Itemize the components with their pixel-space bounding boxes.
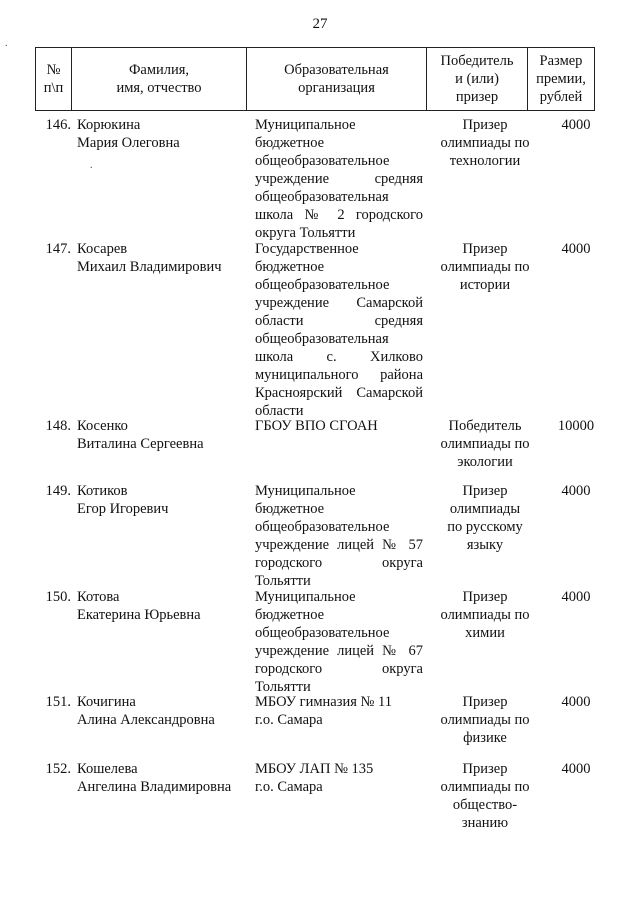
row-number: 150.: [45, 589, 71, 605]
stray-mark: .: [90, 160, 93, 171]
person-name: Кочигина Алина Александровна: [77, 694, 215, 728]
prize-amount: 4000: [561, 694, 591, 710]
person-name: Корюкина Мария Олеговна: [77, 117, 180, 151]
olympiad-result: Призер олимпиады по технологии: [440, 117, 530, 169]
person-name: Котиков Егор Игоревич: [77, 483, 169, 517]
row-number: 149.: [45, 483, 71, 499]
column-header-prize: Размер премии, рублей: [528, 48, 595, 111]
column-header-name: Фамилия, имя, отчество: [72, 48, 247, 111]
row-number: 148.: [45, 418, 71, 434]
row-number: 146.: [45, 117, 71, 133]
prize-amount: 10000: [557, 418, 595, 434]
prize-amount: 4000: [561, 117, 591, 133]
column-header-result: Победитель и (или) призер: [427, 48, 528, 111]
olympiad-result: Призер олимпиады по химии: [440, 589, 530, 641]
organization: Муниципальное бюджетное общеобразовательное учреждение лицей № 57 городского округа Тольятти: [255, 483, 423, 589]
olympiad-result: Победитель олимпиады по экологии: [440, 418, 530, 470]
row-number: 152.: [45, 761, 71, 777]
olympiad-result: Призер олимпиады по русскому языку: [447, 483, 523, 553]
organization: Государственное бюджетное общеобразовательное учреждение Самарской области средняя общеобразовательная школа с. Хилково муниципального района Красноярский Самарской области: [255, 241, 423, 419]
person-name: Кошелева Ангелина Владимировна: [77, 761, 232, 795]
olympiad-result: Призер олимпиады по истории: [440, 241, 530, 293]
page-number: 27: [312, 16, 328, 32]
organization: Муниципальное бюджетное общеобразовательное учреждение средняя общеобразовательная школа № 2 городского округа Тольятти: [255, 117, 423, 241]
column-header-organization: Образовательная организация: [247, 48, 427, 111]
row-number: 147.: [45, 241, 71, 257]
olympiad-result: Призер олимпиады по физике: [440, 694, 530, 746]
organization: МБОУ ЛАП № 135 г.о. Самара: [255, 761, 374, 795]
olympiad-result: Призер олимпиады по общество- знанию: [440, 761, 530, 831]
organization: Муниципальное бюджетное общеобразовательное учреждение лицей № 67 городского округа Тольятти: [255, 589, 423, 695]
column-header-number: № п\п: [36, 48, 72, 111]
row-number: 151.: [45, 694, 71, 710]
person-name: Косенко Виталина Сергеевна: [77, 418, 204, 452]
organization: МБОУ гимназия № 11 г.о. Самара: [255, 694, 392, 728]
stray-mark: .: [5, 38, 8, 49]
person-name: Косарев Михаил Владимирович: [77, 241, 222, 275]
prize-amount: 4000: [561, 483, 591, 499]
organization: ГБОУ ВПО СГОАН: [255, 418, 378, 434]
table-header: [35, 47, 595, 111]
prize-amount: 4000: [561, 589, 591, 605]
person-name: Котова Екатерина Юрьевна: [77, 589, 201, 623]
prize-amount: 4000: [561, 761, 591, 777]
prize-amount: 4000: [561, 241, 591, 257]
